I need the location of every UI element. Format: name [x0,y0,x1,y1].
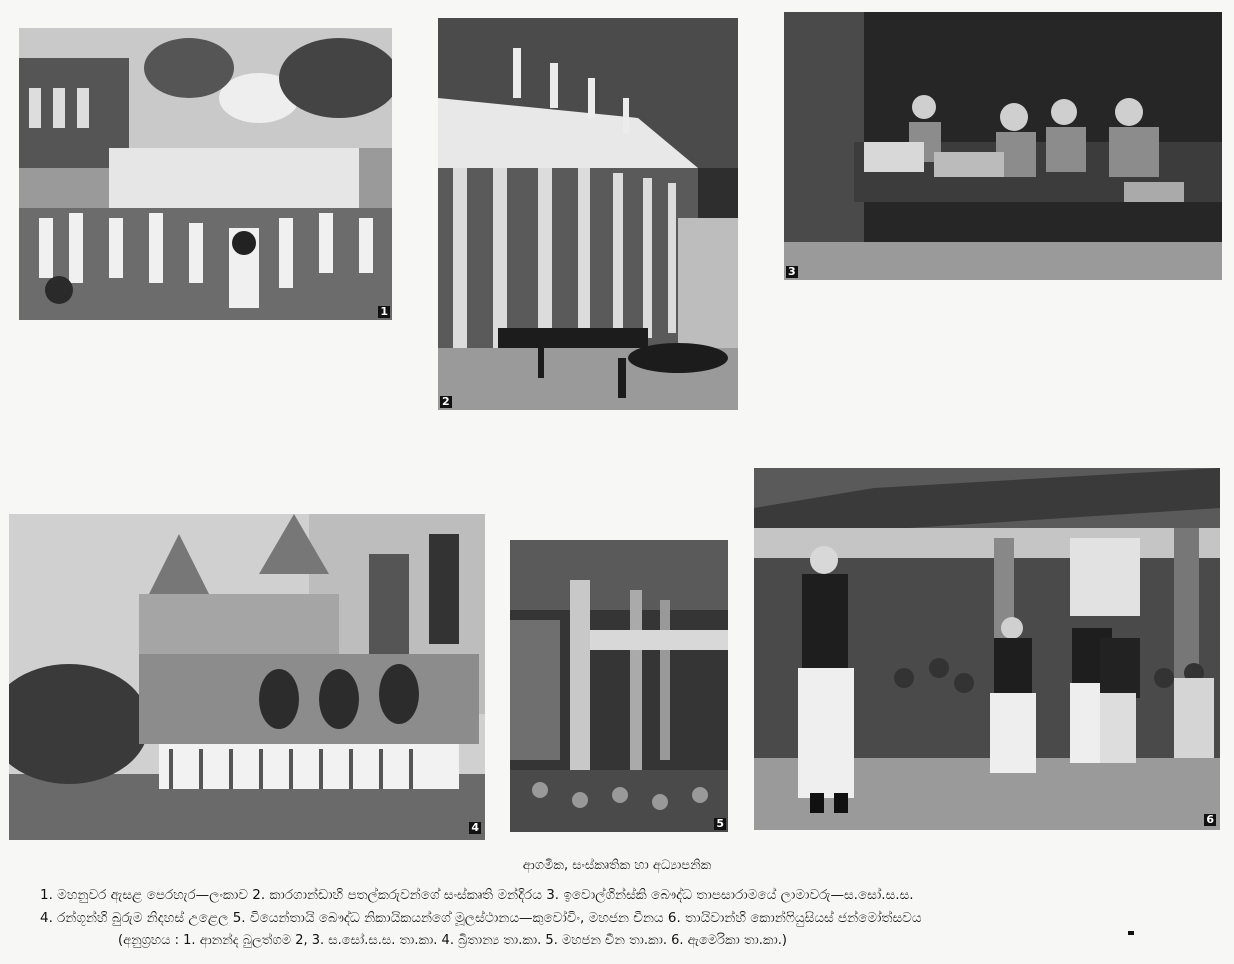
photo-number: 1 [380,305,388,318]
photo-5 [510,540,728,832]
caption-line-1: 1. මහනුවර ඇසළ පෙරහැර—ලංකාව 2. කාරගාන්ඩාහි පතල්කරුවන්ගේ සංස්කෘති මන්දිරය 3. ඉවොල්ගින්ස්කි බෞද්ධ තාපසාරාමයේ ලාමාවරු—ස.සෝ.ස.ස. [40,887,914,903]
photo-3 [784,12,1222,280]
caption-title: ආගමික, සංස්කෘතික හා අධ්‍යාපනික [522,858,712,873]
caption-line-2: 4. රන්ගූන්හි බුරුම නිදහස් උළෙල 5. වියෙන්තායි බෞද්ධ නිකායිකයන්ගේ මූලස්ථානය—කුවෝවිං, මහජන චීනය 6. තායිවාන්හි කොන්ෆියුසියස් ජන්මෝත්සවය [40,910,922,926]
decorative-dot [1128,931,1134,935]
photo-number: 3 [788,265,796,278]
photo-number: 6 [1206,813,1214,826]
photo-4-image [9,514,485,840]
photo-5-image [510,540,728,832]
photo-1 [19,28,392,320]
photo-3-image [784,12,1222,280]
photo-6 [754,468,1220,830]
photo-6-image [754,468,1220,830]
photo-number: 4 [471,821,479,834]
photo-4 [9,514,485,840]
photo-2-image [438,18,738,410]
photo-number: 2 [442,395,450,408]
photo-1-image [19,28,392,320]
photo-number: 5 [716,817,724,830]
caption-credits: (අනුග්‍රහය : 1. ආනන්ද බුලත්ගම 2, 3. ස.සෝ.ස.ස. තා.කා. 4. බ්‍රිතාන්‍ය තා.කා. 5. මහජන චීන තා.කා. 6. ඇමෙරිකා තා.කා.) [118,933,787,948]
photo-2 [438,18,738,410]
